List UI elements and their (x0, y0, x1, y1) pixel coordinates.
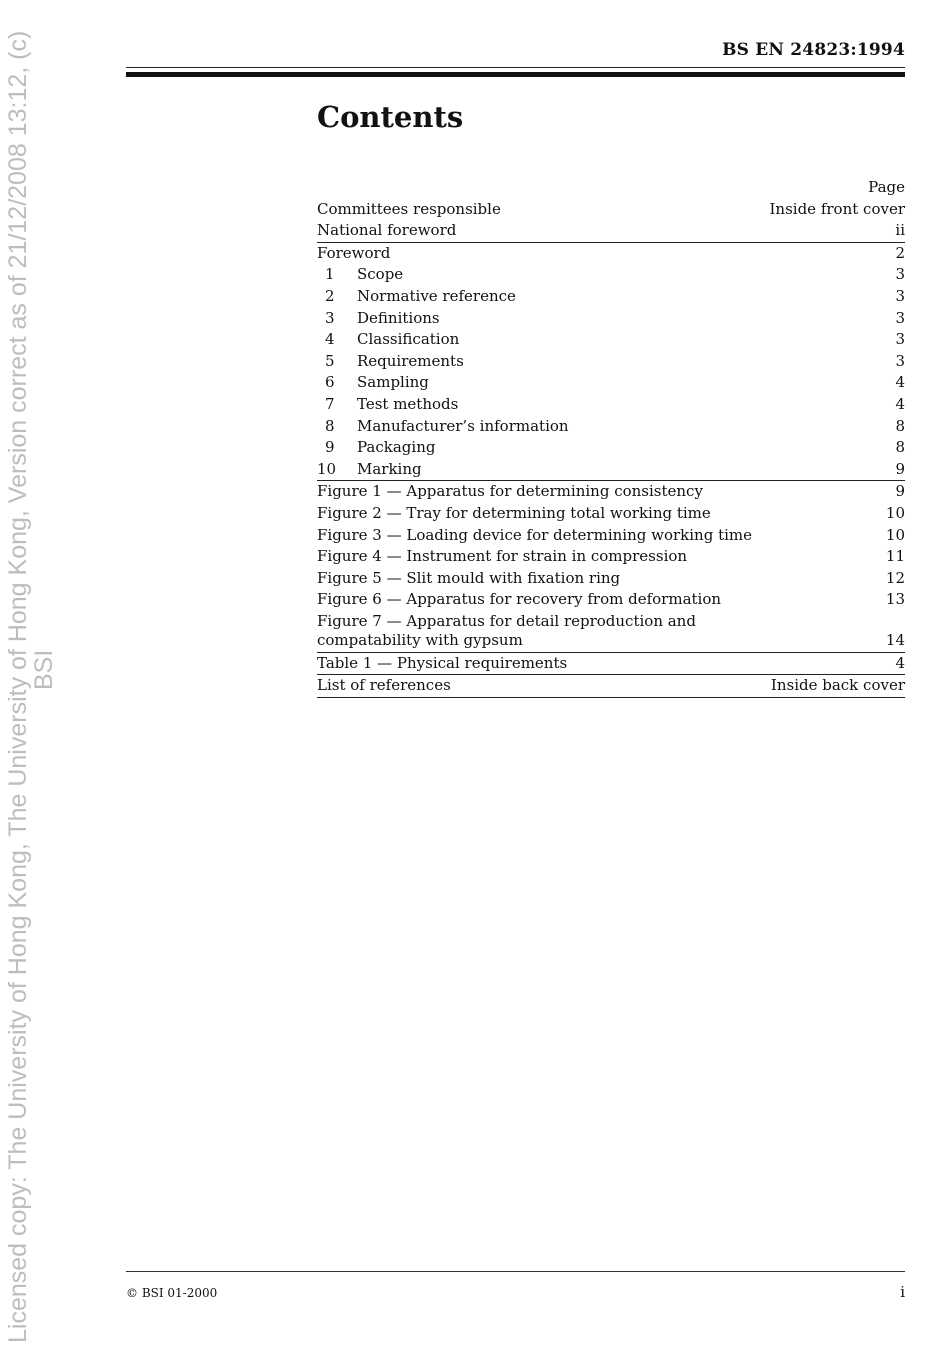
toc-entry-page: 4 (895, 653, 905, 672)
toc-entry-page: Inside back cover (770, 676, 905, 695)
toc-entry-page: 9 (895, 482, 905, 501)
section-label: Test methods (357, 394, 459, 413)
toc-entry-page: 3 (895, 351, 905, 370)
toc-section-7[interactable] (317, 394, 905, 416)
toc-figure-6[interactable] (317, 589, 905, 611)
figure-label: Figure 1 — Apparatus for determining consistency (317, 482, 703, 501)
toc-entry-page: 9 (895, 459, 905, 478)
toc-entry-page: 8 (895, 416, 905, 435)
toc-entry-page: ii (895, 221, 905, 240)
toc-entry-label: List of references (317, 676, 451, 695)
section-number: 10 (317, 459, 337, 478)
toc-section-3[interactable] (317, 308, 905, 330)
watermark-line-1: Licensed copy: The University of Hong Kong, The University of Hong Kong, Version correct as of 21/12/2008 13:12, (c) (4, 30, 32, 1343)
toc-entry-label: Foreword (317, 243, 391, 262)
section-number: 3 (325, 308, 335, 327)
toc-entry-national-foreword[interactable] (317, 220, 905, 242)
toc-entry-committees[interactable] (317, 199, 905, 221)
toc-section-6[interactable] (317, 372, 905, 394)
page-column-header: Page (868, 178, 905, 196)
header-rule-thin (126, 67, 905, 68)
toc-entry-page: 10 (885, 503, 905, 522)
section-label: Marking (357, 459, 422, 478)
toc-entry-page: 2 (895, 243, 905, 262)
copyright-notice: © BSI 01-2000 (126, 1286, 218, 1300)
toc-entry-page: 3 (895, 286, 905, 305)
section-number: 6 (325, 373, 335, 392)
toc-section-4[interactable] (317, 329, 905, 351)
figure-label: Figure 2 — Tray for determining total working time (317, 503, 711, 522)
toc-section-8[interactable] (317, 416, 905, 438)
toc-entry-page: 3 (895, 330, 905, 349)
page-title: Contents (317, 100, 464, 134)
toc-entry-foreword[interactable] (317, 242, 905, 265)
section-number: 9 (325, 438, 335, 457)
toc-entry-page: 8 (895, 438, 905, 457)
section-number: 7 (325, 394, 335, 413)
section-label: Requirements (357, 351, 464, 370)
section-label: Sampling (357, 373, 429, 392)
toc-section-10[interactable] (317, 459, 905, 481)
toc-entry-page: 3 (895, 308, 905, 327)
toc-figure-2[interactable] (317, 503, 905, 525)
page-number: i (900, 1283, 905, 1301)
toc-figure-7[interactable] (317, 611, 905, 652)
toc-figure-4[interactable] (317, 546, 905, 568)
section-label: Scope (357, 265, 404, 284)
watermark-svg (0, 0, 60, 1345)
toc-entry-page: Inside front cover (769, 199, 905, 218)
toc-entry-page: 12 (885, 568, 905, 587)
section-label: Normative reference (357, 286, 516, 305)
figure-label: Figure 5 — Slit mould with fixation ring (317, 568, 621, 587)
toc-section-5[interactable] (317, 351, 905, 373)
toc-table-1[interactable] (317, 652, 905, 675)
toc-entry-page: 4 (895, 373, 905, 392)
section-label: Packaging (357, 438, 436, 457)
table-of-contents (317, 177, 905, 698)
section-label: Definitions (357, 308, 440, 327)
section-number: 8 (325, 416, 335, 435)
document-id: BS EN 24823:1994 (722, 40, 905, 60)
license-watermark (0, 0, 60, 1345)
section-label: Manufacturer’s information (357, 416, 569, 435)
figure-label: Figure 6 — Apparatus for recovery from deformation (317, 590, 722, 609)
section-label: Classification (357, 330, 460, 349)
table-label: Table 1 — Physical requirements (317, 653, 568, 672)
section-number: 2 (325, 286, 335, 305)
toc-entry-page: 10 (885, 525, 905, 544)
toc-section-1[interactable] (317, 264, 905, 286)
section-number: 4 (325, 330, 335, 349)
footer-rule (126, 1271, 905, 1272)
toc-page-header (317, 177, 905, 199)
toc-entry-page: 13 (885, 590, 905, 609)
figure-label: Figure 4 — Instrument for strain in compression (317, 547, 688, 566)
toc-section-9[interactable] (317, 437, 905, 459)
section-number: 5 (325, 351, 335, 370)
toc-entry-page: 14 (885, 630, 905, 649)
section-number: 1 (325, 265, 335, 284)
watermark-line-2: BSI (30, 649, 58, 690)
toc-section-2[interactable] (317, 286, 905, 308)
toc-figure-5[interactable] (317, 568, 905, 590)
figure-label: Figure 3 — Loading device for determining working time (317, 525, 752, 544)
toc-figure-1[interactable] (317, 480, 905, 503)
header-rule-thick (126, 72, 905, 77)
toc-entry-page: 11 (885, 547, 905, 566)
figure-label: Figure 7 — Apparatus for detail reproduction and compatability with gypsum (317, 611, 696, 649)
toc-entry-references[interactable] (317, 674, 905, 698)
toc-entry-label: National foreword (317, 221, 457, 240)
toc-entry-page: 3 (895, 265, 905, 284)
toc-entry-page: 4 (895, 394, 905, 413)
toc-entry-label: Committees responsible (317, 199, 501, 218)
toc-figure-3[interactable] (317, 525, 905, 547)
